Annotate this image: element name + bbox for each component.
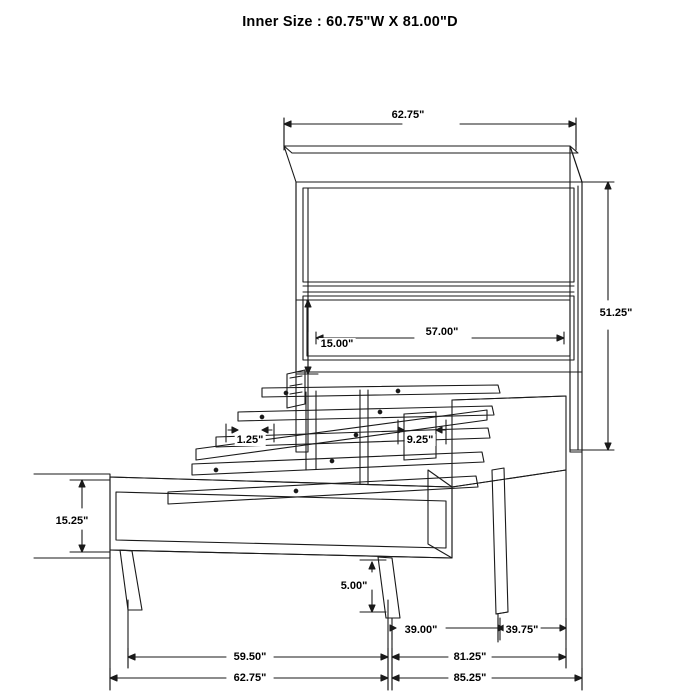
arrow-hb-w-left [284,121,291,127]
slat-dot-9 [294,489,298,493]
arrow-5950-left [128,654,135,660]
footboard-top-edge [110,477,452,487]
headboard-right-leg [570,372,582,452]
dim-slat-gap: 9.25" [406,434,434,446]
arrow-925-right [436,427,442,433]
footboard-right-leg [378,557,400,618]
slat-dot-8 [330,459,334,463]
slat-span-top [404,412,436,414]
headboard-right-side [570,146,582,450]
dim-footboard-height: 15.25" [55,515,89,527]
slat-dot-2 [396,389,400,393]
arrow-1525-bottom [79,545,85,552]
slat-4 [192,452,484,475]
arrow-925-left [398,427,404,433]
dim-panel-width: 57.00" [425,326,459,338]
dim-total-depth: 85.25" [453,672,487,684]
footboard-panel [110,477,452,558]
dim-headboard-height: 51.25" [599,307,633,319]
arrow-8525-right [575,675,582,681]
arrow-5950-right [381,654,388,660]
right-side-rail [452,396,566,487]
arrow-3900-left [390,625,396,631]
arrow-hb-w-right [569,121,576,127]
dim-overall-width: 62.75" [233,672,267,684]
arrow-hb-h-top [605,182,611,189]
slat-dot-4 [378,410,382,414]
arrow-panel-w-right [557,335,564,341]
footboard-right-return [428,470,452,558]
arrow-500-top [369,562,375,569]
dim-inner-width: 59.50" [233,651,267,663]
arrow-8525-left [392,675,399,681]
arrow-15-bottom [305,367,311,374]
dim-rail-to-slat-height: 15.00" [320,338,354,350]
arrow-8125-right [559,654,566,660]
slat-2 [238,406,494,421]
slat-dot-6 [354,433,358,437]
right-rail-bottom-edge [452,470,566,487]
headboard-top-cap [284,146,582,182]
arrow-hb-h-bottom [605,443,611,450]
dim-side-rail-depth: 39.75" [505,624,539,636]
dim-overall-depth: 81.25" [453,651,487,663]
arrow-500-bottom [369,605,375,612]
footboard-inset [116,492,446,548]
slat-dot-1 [284,391,288,395]
headboard-top-cap-edge [284,146,578,153]
arrow-1525-top [79,480,85,487]
arrow-15-top [305,300,311,307]
slat-dot-3 [260,415,264,419]
right-rail-top-edge [452,396,566,400]
arrow-125-left [232,427,238,433]
dim-headboard-width: 62.75" [391,109,425,121]
slat-1 [262,385,500,397]
arrow-125-right [262,427,268,433]
arrow-3975-right [560,625,566,631]
arrow-6275b-left [110,675,117,681]
rail-rear-leg [492,468,508,614]
dim-slat-thickness: 1.25" [236,434,264,446]
dim-leg-inset-depth: 39.00" [404,624,438,636]
headboard-upper-panel [303,188,574,282]
ext-headboard-width [284,118,576,150]
page-title: Inner Size : 60.75"W X 81.00"D [242,14,458,30]
arrow-6275b-right [381,675,388,681]
arrow-8125-left [392,654,399,660]
slat-span-bottom [404,458,436,460]
dim-clearance-height: 5.00" [340,580,368,592]
slat-dot-7 [214,468,218,472]
footboard-left-leg [120,550,142,610]
footboard-bottom-edge [110,550,452,558]
